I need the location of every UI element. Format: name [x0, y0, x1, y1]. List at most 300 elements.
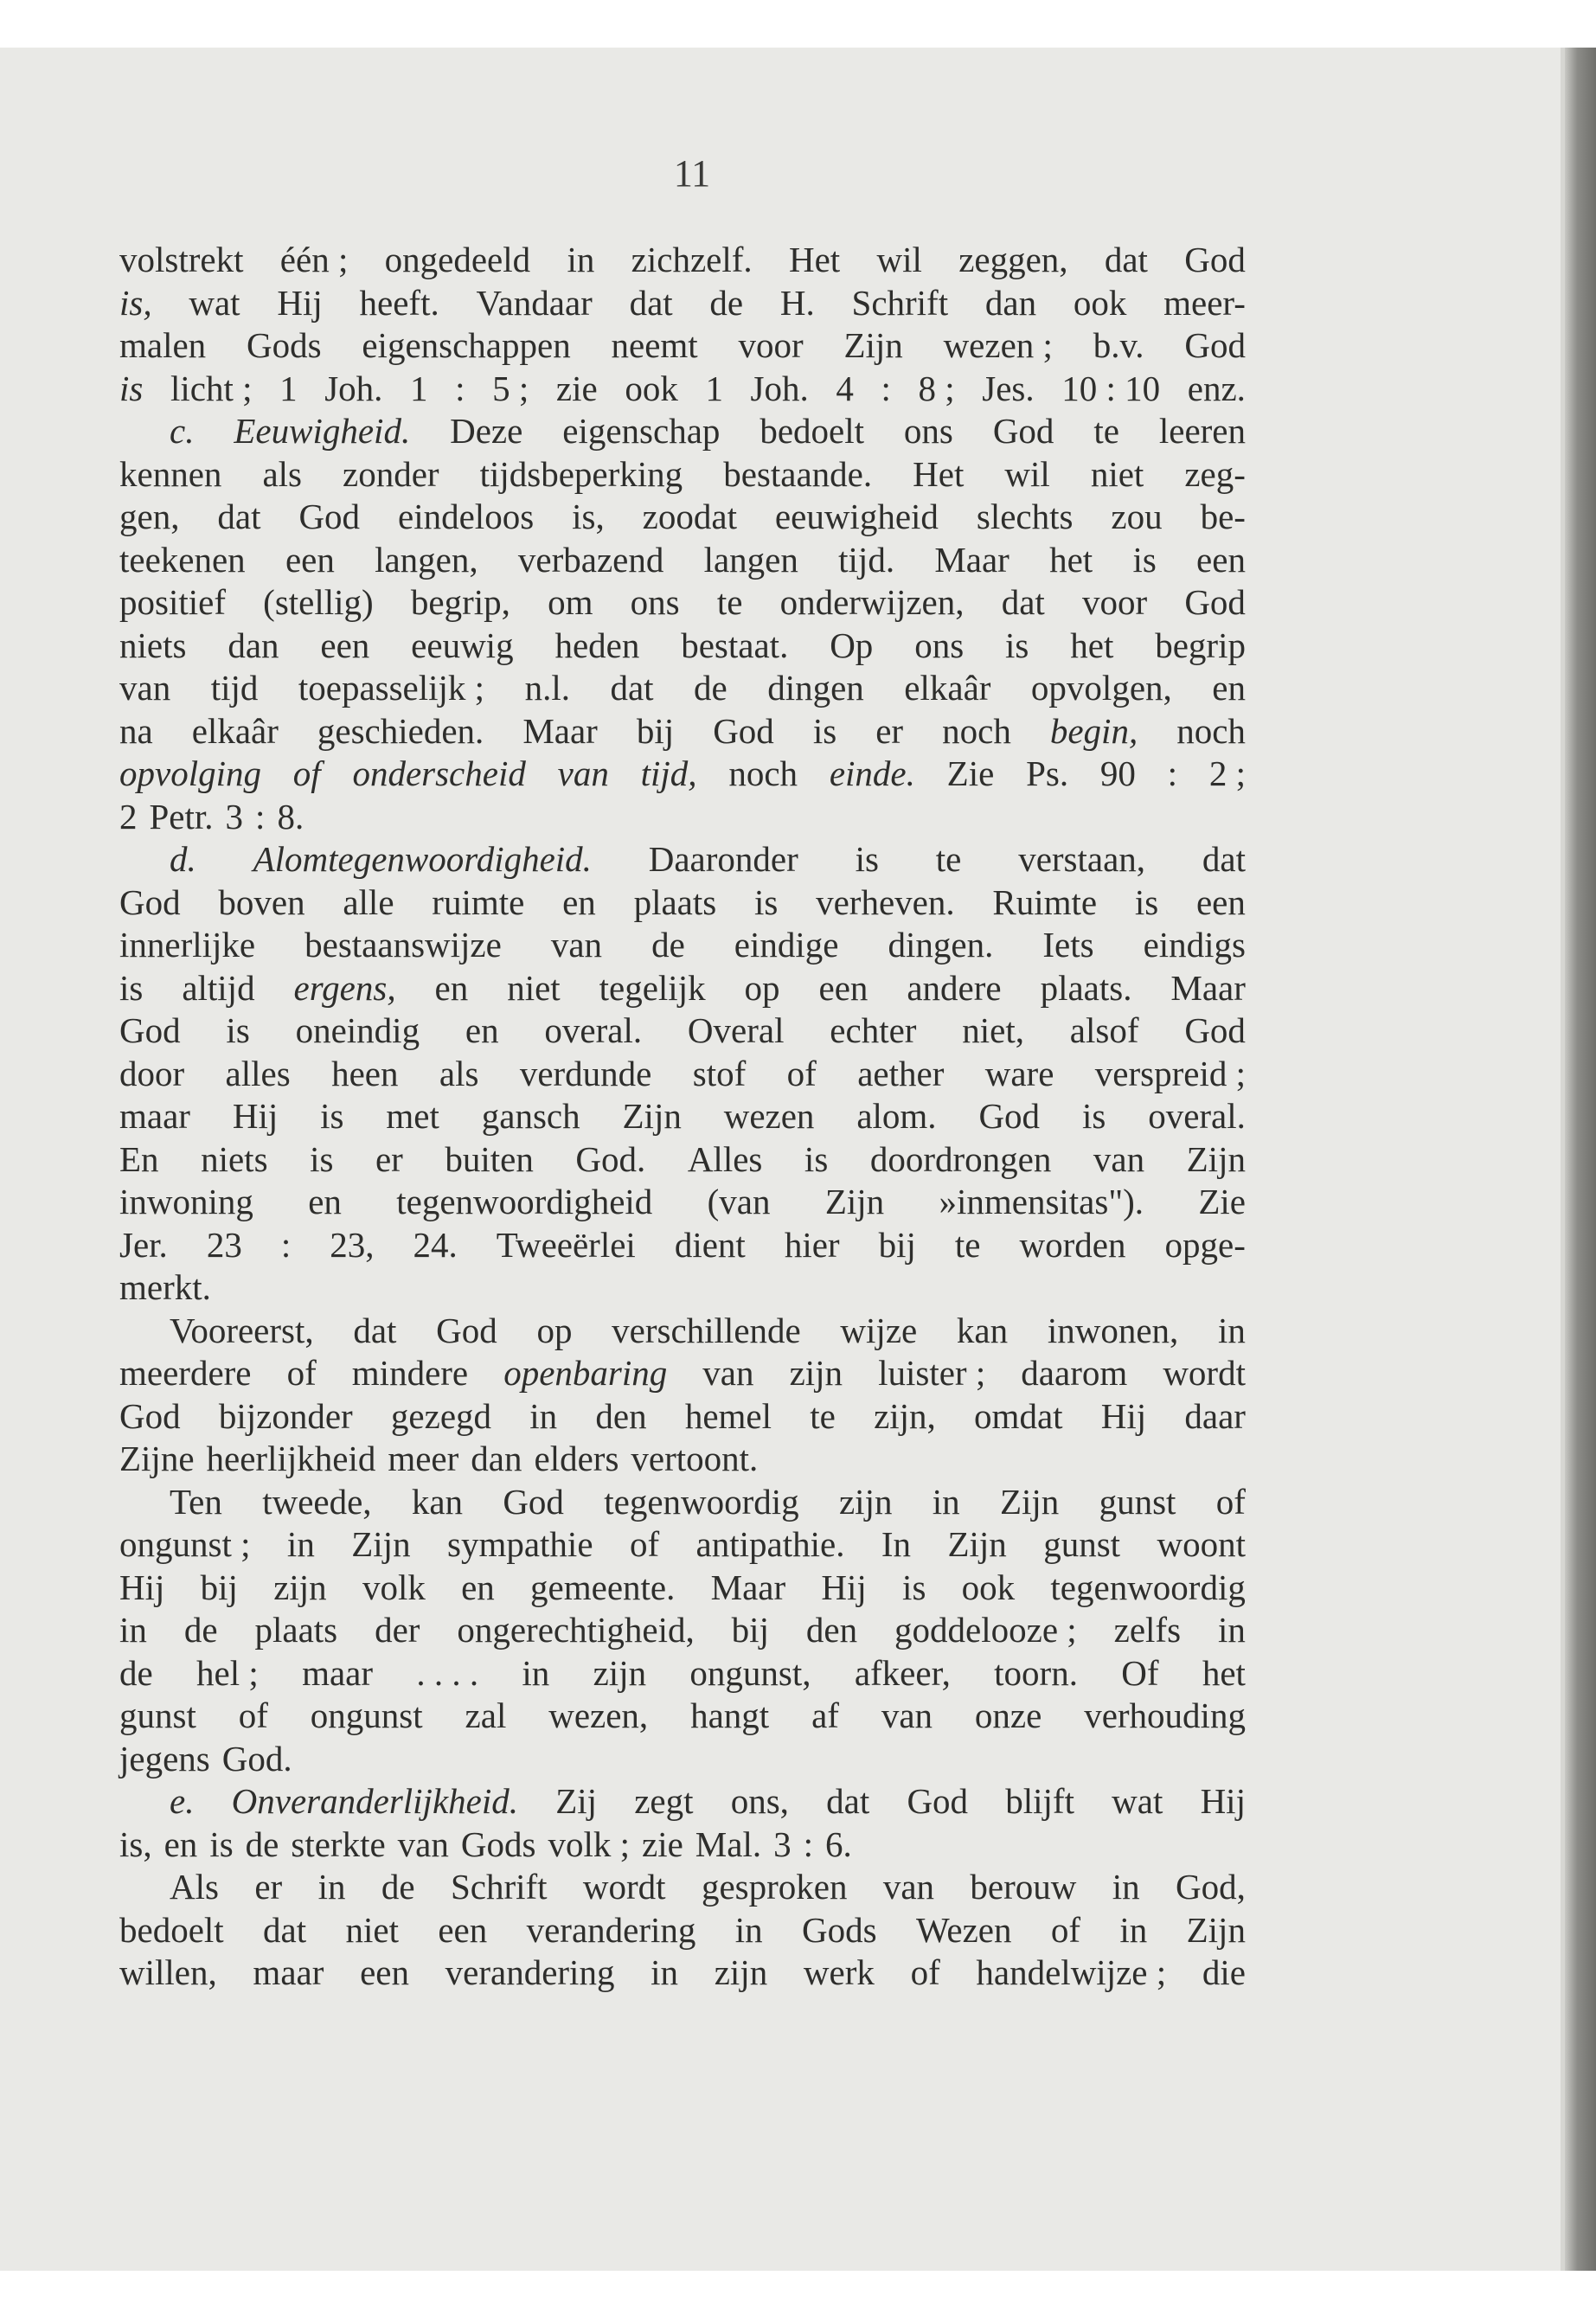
word: wil — [876, 240, 922, 279]
word: tegenwoordig — [604, 1481, 799, 1522]
word: onderscheid — [352, 753, 526, 793]
word: op — [536, 1310, 573, 1350]
word: een — [1195, 881, 1246, 922]
word: alsof — [1069, 1010, 1139, 1050]
word: zeg- — [1184, 453, 1246, 494]
word: begin, — [1049, 710, 1138, 751]
word: 8 ; — [918, 368, 955, 408]
word: Hij — [821, 1567, 867, 1607]
word: bestaande. — [723, 453, 873, 494]
word: verhouding — [1084, 1695, 1246, 1735]
text-line — [119, 282, 1246, 325]
word: ook — [625, 368, 678, 408]
text-line — [119, 1652, 1246, 1695]
word: 10 : 10 — [1061, 368, 1161, 408]
word: Gods — [460, 1823, 536, 1864]
text-line — [119, 1266, 1246, 1310]
text-line — [119, 496, 1246, 539]
word: is — [804, 1138, 829, 1179]
word: alom. — [856, 1096, 937, 1136]
word: tegenwoordigheid — [396, 1182, 653, 1221]
word: d. — [170, 839, 196, 879]
word: Wezen — [915, 1909, 1012, 1950]
text-line — [119, 410, 1246, 453]
word: gesproken — [701, 1867, 848, 1907]
word: oneindig — [295, 1010, 420, 1050]
word: om — [548, 582, 593, 622]
text-line — [119, 368, 1246, 411]
word: elkaâr — [904, 668, 991, 708]
text-line — [119, 1523, 1246, 1567]
word: ruimte — [432, 881, 525, 922]
word: »inmensitas"). — [939, 1182, 1144, 1221]
word: of — [786, 1053, 817, 1093]
word: tegelijk — [599, 967, 706, 1008]
word: niet — [345, 1909, 399, 1950]
word: dan — [228, 625, 279, 665]
word: Onveranderlijkheid. — [231, 1781, 518, 1821]
word: Jer. — [119, 1224, 168, 1265]
word: Hij — [119, 1567, 165, 1607]
word: wordt — [1163, 1353, 1246, 1393]
word: wordt — [582, 1867, 666, 1907]
word: alles — [225, 1053, 291, 1093]
word: c. — [170, 411, 195, 451]
word: zegt — [634, 1781, 694, 1821]
word: Mal. — [695, 1823, 762, 1864]
word: Joh. — [750, 368, 809, 408]
word: God — [907, 1781, 969, 1821]
text-line — [119, 967, 1246, 1010]
word: God. — [221, 1738, 292, 1779]
word: is — [902, 1567, 926, 1607]
word: Deze — [450, 411, 523, 451]
word: meerdere — [119, 1353, 252, 1393]
word: in — [119, 1610, 147, 1650]
word: 90 — [1099, 753, 1136, 793]
word: ook — [1073, 282, 1127, 323]
word: de — [119, 1652, 153, 1693]
word: gunst — [1043, 1524, 1121, 1564]
word: toepasselijk ; — [298, 668, 485, 708]
word: er — [375, 1138, 403, 1179]
word: ongedeeld — [384, 240, 531, 279]
word: : — [803, 1823, 813, 1864]
word: plaats — [633, 881, 717, 922]
text-line — [119, 1138, 1246, 1182]
word: In — [881, 1524, 912, 1564]
word: zichzelf. — [631, 240, 753, 279]
word: begrip — [1155, 625, 1246, 665]
word: ongunst ; — [119, 1524, 251, 1564]
word: zie — [642, 1823, 683, 1864]
word: b.v. — [1093, 325, 1144, 365]
word: Alles — [687, 1138, 763, 1179]
word: of — [1050, 1909, 1080, 1950]
word: goddelooze ; — [894, 1610, 1077, 1650]
word: tegenwoordig — [1050, 1567, 1246, 1607]
word: Ps. — [1026, 753, 1069, 793]
word: Ten — [170, 1481, 222, 1522]
word: 1 — [705, 368, 723, 408]
word: er — [875, 710, 904, 751]
word: van — [881, 1695, 933, 1735]
word: God — [1184, 240, 1246, 279]
word: (van — [707, 1182, 771, 1221]
word: verheven. — [816, 881, 955, 922]
word: antipathie. — [695, 1524, 845, 1564]
word: de — [183, 1610, 218, 1650]
word: heen — [331, 1053, 399, 1093]
word: verdunde — [519, 1053, 652, 1093]
word: van — [119, 668, 171, 708]
text-line — [119, 1181, 1246, 1224]
word: of — [629, 1524, 660, 1564]
word: H. — [779, 282, 815, 323]
word: God, — [1176, 1867, 1246, 1907]
word: En — [119, 1138, 159, 1179]
word: te — [716, 582, 743, 622]
page-number: 11 — [673, 152, 711, 195]
word: dat — [629, 282, 673, 323]
word: de — [709, 282, 744, 323]
word: dat — [263, 1909, 307, 1950]
text-line — [119, 1823, 1246, 1867]
word: tweede, — [262, 1481, 372, 1522]
word: dat — [1202, 839, 1246, 879]
word: tijdsbeperking — [479, 453, 683, 494]
word: verandering — [526, 1909, 696, 1950]
word: van — [702, 1353, 754, 1393]
word: plaats — [254, 1610, 338, 1650]
word: doordrongen — [869, 1138, 1052, 1179]
word: God — [992, 411, 1054, 451]
word: zelfs — [1113, 1610, 1182, 1650]
word: is — [1132, 539, 1157, 580]
word: van — [550, 925, 603, 965]
word: in — [529, 1395, 558, 1436]
word: Vooreerst, — [170, 1310, 314, 1350]
word: werk — [803, 1952, 875, 1992]
word: voor — [1081, 582, 1148, 622]
word: meer- — [1163, 282, 1246, 323]
word: : — [255, 796, 266, 836]
word: is — [119, 967, 144, 1008]
word: Het — [913, 453, 965, 494]
word: afkeer, — [854, 1652, 951, 1693]
word: volstrekt — [119, 240, 244, 279]
word: Maar — [522, 710, 598, 751]
word: meer — [388, 1439, 459, 1478]
word: worden — [1019, 1224, 1126, 1265]
word: Schrift — [450, 1867, 548, 1907]
word: langen — [703, 539, 798, 580]
word: handelwijze ; — [976, 1952, 1167, 1992]
word: 23, — [330, 1224, 375, 1265]
word: is — [1134, 881, 1159, 922]
word: bij — [200, 1567, 238, 1607]
word: 3 — [773, 1823, 792, 1864]
word: zonder — [343, 453, 439, 494]
word: in — [932, 1481, 960, 1522]
word: niet — [1090, 453, 1144, 494]
word: eigenschap — [562, 411, 721, 451]
word: noch — [728, 753, 798, 793]
word: de — [245, 1823, 279, 1864]
word: 24. — [413, 1224, 458, 1265]
word: Jes. — [982, 368, 1035, 408]
word: der — [375, 1610, 420, 1650]
word: Het — [788, 240, 841, 279]
word: overal. — [1148, 1096, 1246, 1136]
word: aether — [857, 1053, 945, 1093]
text-line — [119, 1395, 1246, 1439]
word: heeft. — [359, 282, 439, 323]
word: wezen ; — [943, 325, 1053, 365]
word: alle — [343, 881, 394, 922]
word: Hij — [277, 282, 323, 323]
text-line — [119, 924, 1246, 967]
word: na — [119, 710, 153, 751]
word: ergens, — [293, 967, 396, 1008]
word: : — [455, 368, 465, 408]
word: overal. — [544, 1010, 643, 1050]
word: luister ; — [878, 1353, 986, 1393]
book-spine-shadow — [1565, 48, 1596, 2271]
word: bestaat. — [681, 625, 789, 665]
word: Tweeërlei — [496, 1224, 636, 1265]
word: kan — [956, 1310, 1009, 1350]
word: is — [119, 368, 144, 408]
word: de — [381, 1867, 415, 1907]
word: in — [1119, 1909, 1148, 1950]
word: het — [1070, 625, 1114, 665]
word: is — [1005, 625, 1029, 665]
word: God — [119, 1395, 181, 1436]
word: noch — [942, 710, 1011, 751]
word: kan — [411, 1481, 464, 1522]
word: Op — [830, 625, 874, 665]
word: inwonen, — [1047, 1310, 1179, 1350]
word: 1 — [279, 368, 298, 408]
word: leeren — [1158, 411, 1246, 451]
word: eindeloos — [398, 497, 535, 536]
word: is — [855, 839, 879, 879]
word: wat — [1112, 1781, 1163, 1821]
word: in — [734, 1909, 763, 1950]
word: Zijn — [947, 1524, 1007, 1564]
word: of — [238, 1695, 268, 1735]
word: met — [386, 1096, 439, 1136]
word: en — [434, 967, 469, 1008]
word: God — [298, 497, 361, 536]
word: niets — [119, 625, 187, 665]
word: elkaâr — [191, 710, 279, 751]
word: in — [522, 1652, 550, 1693]
word: te — [1093, 411, 1119, 451]
word: Ruimte — [992, 881, 1098, 922]
word: God — [436, 1310, 497, 1350]
word: verschillende — [612, 1310, 801, 1350]
text-line — [119, 324, 1246, 368]
word: van — [557, 753, 609, 793]
word: neemt — [611, 325, 698, 365]
word: geschieden. — [317, 710, 484, 751]
word: is — [320, 1096, 344, 1136]
word: Vandaar — [476, 282, 593, 323]
word: Of — [1121, 1652, 1159, 1693]
word: mindere — [351, 1353, 469, 1393]
word: woont — [1157, 1524, 1246, 1564]
word: ons, — [730, 1781, 789, 1821]
word: kennen — [119, 453, 222, 494]
word: onze — [974, 1695, 1042, 1735]
word: dingen. — [888, 925, 994, 965]
word: God — [1184, 1010, 1246, 1050]
text-line — [119, 1095, 1246, 1138]
word: ons — [903, 411, 953, 451]
word: jegens — [119, 1738, 210, 1779]
word: bij — [878, 1224, 916, 1265]
word: Zie — [946, 753, 995, 793]
word: hier — [784, 1224, 840, 1265]
word: of — [910, 1952, 940, 1992]
word: Eeuwigheid. — [234, 411, 411, 451]
word: opvolging — [119, 753, 261, 793]
word: bestaanswijze — [304, 925, 502, 965]
word: Hij — [232, 1096, 279, 1136]
text-line — [119, 1952, 1246, 1995]
text-line — [119, 1695, 1246, 1738]
text-line — [119, 1438, 1246, 1481]
word: daar — [1184, 1395, 1246, 1436]
word: verstaan, — [1018, 839, 1146, 879]
word: Daaronder — [648, 839, 798, 879]
word: bedoelt — [119, 1909, 224, 1950]
word: is — [209, 1823, 234, 1864]
word: maar — [119, 1096, 190, 1136]
word: ook — [961, 1567, 1016, 1607]
word: wil — [1004, 453, 1050, 494]
word: God — [978, 1096, 1041, 1136]
word: hemel — [684, 1395, 772, 1436]
word: Zijn — [824, 1182, 885, 1221]
word: Als — [170, 1867, 219, 1907]
word: er — [254, 1867, 283, 1907]
word: door — [119, 1053, 185, 1093]
text-line — [119, 1481, 1246, 1524]
word: in — [1217, 1610, 1246, 1650]
text-line — [119, 1310, 1246, 1353]
word: volk — [362, 1567, 426, 1607]
word: de — [694, 668, 727, 708]
word: e. — [170, 1781, 195, 1821]
text-line — [119, 796, 1246, 839]
word: te — [810, 1395, 836, 1436]
word: te — [954, 1224, 981, 1265]
word: God — [713, 710, 774, 751]
word: een — [438, 1909, 488, 1950]
word: : — [280, 1224, 292, 1265]
word: en — [461, 1567, 495, 1607]
word: een — [818, 967, 869, 1008]
word: tijd. — [838, 539, 895, 580]
text-line — [119, 1352, 1246, 1395]
word: be- — [1200, 497, 1246, 536]
word: boven — [218, 881, 305, 922]
word: van — [882, 1867, 935, 1907]
text-line — [119, 1567, 1246, 1610]
text-line — [119, 1053, 1246, 1096]
word: wezen — [723, 1096, 815, 1136]
word: Zie — [1198, 1182, 1246, 1221]
word: is — [226, 1010, 250, 1050]
word: onderwijzen, — [779, 582, 965, 622]
word: (stellig) — [263, 582, 374, 622]
word: gunst — [1099, 1481, 1176, 1522]
word: het — [1202, 1652, 1246, 1693]
word: teekenen — [119, 539, 246, 580]
word: eindige — [734, 925, 839, 965]
word: 4 — [836, 368, 854, 408]
word: zie — [555, 368, 598, 408]
word: dingen — [767, 668, 864, 708]
word: omdat — [974, 1395, 1063, 1436]
word: positief — [119, 582, 226, 622]
word: Zijne — [119, 1439, 195, 1478]
word: dient — [674, 1224, 746, 1265]
word: wezen, — [548, 1695, 649, 1735]
word: ongerechtigheid, — [457, 1610, 695, 1650]
text-line — [119, 710, 1246, 753]
word: heden — [554, 625, 640, 665]
word: zeggen, — [958, 240, 1068, 279]
word: dat — [826, 1781, 870, 1821]
word: een — [285, 539, 335, 580]
word: zijn — [273, 1567, 327, 1607]
word: in — [651, 1952, 679, 1992]
word: dan — [471, 1439, 522, 1478]
word: openbaring — [503, 1353, 668, 1393]
word: buiten — [445, 1138, 534, 1179]
word: Alomtegenwoordigheid. — [253, 839, 592, 879]
word: bij — [731, 1610, 769, 1650]
word: één ; — [279, 240, 349, 279]
word: 6. — [825, 1823, 852, 1864]
word: Zijn — [622, 1096, 682, 1136]
word: stof — [692, 1053, 747, 1093]
word: ons — [914, 625, 965, 665]
word: is — [753, 881, 779, 922]
word: langen, — [375, 539, 478, 580]
body-text — [119, 239, 1246, 1995]
word: gunst — [119, 1695, 196, 1735]
word: Overal — [687, 1010, 785, 1050]
text-line — [119, 881, 1246, 925]
word: is — [310, 1138, 334, 1179]
word: Maar — [934, 539, 1010, 580]
word: God — [503, 1481, 564, 1522]
text-line — [119, 1009, 1246, 1053]
word: dat — [217, 497, 261, 536]
word: van — [397, 1823, 449, 1864]
word: hel ; — [196, 1652, 259, 1693]
word: bijzonder — [218, 1395, 353, 1436]
word: licht ; — [170, 368, 253, 408]
word: en — [308, 1182, 342, 1221]
word: hangt — [690, 1695, 770, 1735]
word: is — [812, 710, 837, 751]
